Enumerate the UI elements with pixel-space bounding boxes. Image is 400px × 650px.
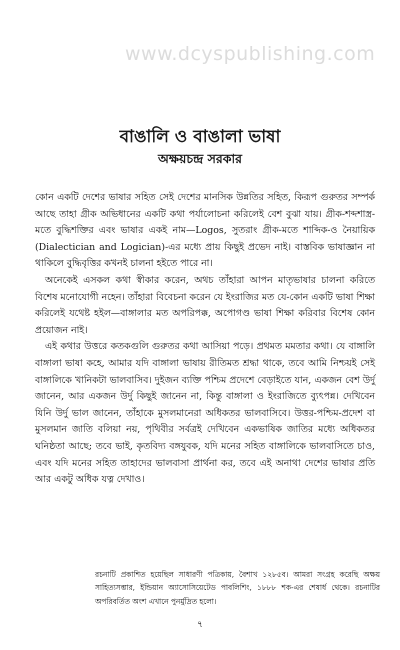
publisher-watermark: www.dcyspublishing.com	[125, 43, 376, 65]
publication-note	[95, 568, 380, 608]
article-paragraph: এই কথার উত্তরে কতকগুলি গুরুতর কথা আসিয়া পড়ে। প্রথমত মমতার কথা। যে বাঙ্গালি বাঙ্গালা ভাষা কহে, আমার যদি বাঙ্গালা ভাষায় রীতিমত শ্রদ্ধা থাকে, তবে আমি নিশ্চয়ই সেই বাঙ্গালিকে খানিকটা ভালবাসিব। দুইজন ব্যক্তি পশ্চিম প্রদেশে বেড়াইতে যান, একজন বেশ উর্দু জানেন, আর একজন উর্দু কিছুই জানেন না, কিন্তু বাঙ্গালা ও ইংরাজিতে ব্যুৎপন্ন। দেখিবেন যিনি উর্দু ভাল জানেন, তাঁহাকে মুসলমানেরা অধিকতর ভালবাসিবে। উত্তর-পশ্চিম-প্রদেশ বা মুসলমান জাতি বলিয়া নয়, পৃথিবীর সর্বত্রই দেখিবেন একভাষিক জাতির মধ্যে অধিকতর ঘনিষ্ঠতা আছে; তবে ভাই, কৃতবিদ্য বঙ্গযুবক, যদি মনের সহিত বাঙ্গালিকে ভালবাসিতে চাও, এবং যদি মনের সহিত তাহাদের ভালবাসা প্রার্থনা কর, তবে এই অনাথা দেশের ভাষার প্রতি আর একটু অধিক যত্ন দেখাও।	[35, 341, 375, 486]
page-number: ৭	[197, 620, 203, 630]
article-paragraph: অনেকেই এসকল কথা স্বীকার করেন, অথচ তাঁহারা আপন মাতৃভাষার চালনা করিতে বিশেষ মনোযোগী নহেন। তাঁহারা বিবেচনা করেন যে ইংরাজির মত যে-কোন একটি ভাষা শিক্ষা করিলেই যথেষ্ট হইল—বাঙ্গালার মত অপরিপক্ক, অপোগণ্ড ভাষা শিক্ষা করিবার বিশেষ কোন প্রয়োজন নাই।	[35, 274, 375, 336]
article-paragraph: কোন একটি দেশের ভাষার সহিত সেই দেশের মানসিক উন্নতির সহিত, কিরূপ গুরুতর সম্পর্ক আছে তাহা গ্রীক অভিধানের একটি কথা পর্যালোচনা করিলেই বেশ বুঝা যায়। গ্রীক-শব্দশাস্ত্র-মতে বুদ্ধিশক্তির এবং ভাষার একই নাম—Logos, সুতরাং গ্রীক-মতে শাব্দিক-ও নৈয়ায়িক (Dialectician and Logician)-এর মধ্যে প্রায় কিছুই প্রভেদ নাই। বাস্তবিক ভাষাজ্ঞান না থাকিলে বুদ্ধিবৃত্তির কখনই চালনা হইতে পারে না।	[35, 192, 375, 270]
article-title: বাঙালি ও বাঙালা ভাষা	[119, 127, 281, 147]
article-author: অক্ষয়চন্দ্র সরকার	[158, 151, 242, 166]
article-body	[35, 190, 375, 489]
publication-note-text: রচনাটি প্রকাশিত হয়েছিল সাধারণী পত্রিকায়, বৈশাখ ১২৮৫ব। আমরা সংগ্রহ করেছি অক্ষয় সাহিত্যসম্ভার, ইন্ডিয়ান অ্যাসোসিয়েটেড পাবলিশিং, ১৮৮৮ শক-এর শেষার্ধ থেকে। রচনাটির অপরিবর্তিত অংশ এখানে পুনর্মুদ্রিত হলো।	[95, 570, 380, 606]
